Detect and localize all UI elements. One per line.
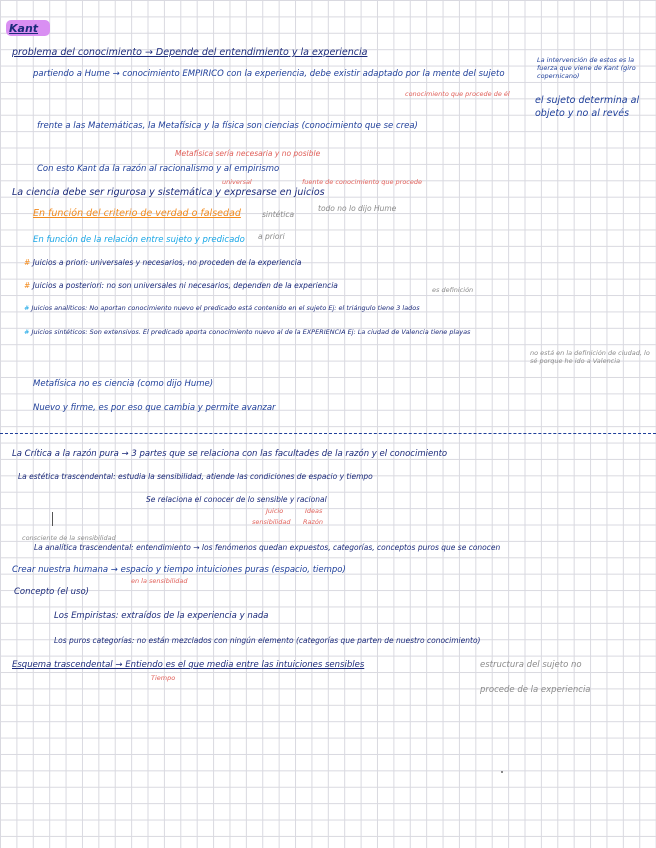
annotation: Ideas [305,507,323,515]
annotation: sintética [262,210,295,219]
note-line: partiendo a Hume → conocimiento EMPIRICO con la experiencia, debe existir adaptado por la mente del sujeto [33,69,505,79]
annotation: Razón [303,518,324,526]
annotation: Juicio [266,507,284,515]
note-line: En función del criterio de verdad o falsedad [33,208,241,219]
annotation: conocimiento que procede de él [405,90,510,98]
note-line: Con esto Kant da la razón al racionalismo y al empirismo [37,164,280,174]
annotation: a priori [258,232,285,241]
annotation: Tiempo [151,674,176,682]
note-line: # Juicios sintéticos: Son extensivos. El predicado aporta conocimiento nuevo al de la EXPERIENCIA Ej: La ciudad de Valencia tiene playas [24,328,471,336]
annotation: sensibilidad [252,518,291,526]
annotation: fuente de conocimiento que procede [302,178,422,186]
note-line: # Juicios analíticos: No aportan conocimiento nuevo el predicado está contenido en el sujeto Ej: el triángulo tiene 3 lados [24,304,420,312]
annotation: todo no lo dijo Hume [318,204,397,213]
side-note: procede de la experiencia [480,685,591,695]
margin-mark [52,512,53,526]
note-line: En función de la relación entre sujeto y predicado [33,235,245,245]
note-line: La Crítica a la razón pura → 3 partes que se relaciona con las facultades de la razón y el conocimiento [12,449,448,459]
note-line: Metafísica no es ciencia (como dijo Hume) [33,379,214,389]
note-line: La ciencia debe ser rigurosa y sistemática y expresarse en juicios [12,187,325,198]
section-divider [0,433,656,434]
side-note: el sujeto determina al objeto y no al revés [535,95,640,119]
note-line: Esquema trascendental → Entiendo es el que media entre las intuiciones sensibles [12,660,365,670]
annotation: en la sensibilidad [131,577,188,585]
note-line: La analítica trascendental: entendimiento → los fenómenos quedan expuestos, categorías, conceptos puros que se conocen [34,543,501,552]
note-line: Los puros categorías: no están mezclados con ningún elemento (categorías que parten de nuestro conocimiento) [54,636,481,645]
annotation: consciente de la sensibilidad [22,534,116,542]
note-line: Crear nuestra humana → espacio y tiempo intuiciones puras (espacio, tiempo) [12,565,346,575]
ink-dot [501,771,503,773]
note-line: Nuevo y firme, es por eso que cambia y permite avanzar [33,403,276,413]
annotation: es definición [432,286,474,294]
annotation: Metafísica sería necesaria y no posible [175,149,321,158]
note-line: # Juicios a priori: universales y necesarios, no proceden de la experiencia [24,258,302,267]
annotation: universal [222,178,252,186]
note-line: Concepto (el uso) [14,587,89,597]
note-line: La estética trascendental: estudia la sensibilidad, atiende las condiciones de espacio y tiempo [18,472,373,481]
note-line: Los Empiristas: extraídos de la experiencia y nada [54,611,269,621]
side-note: estructura del sujeto no [480,660,582,670]
annotation: no está en la definición de ciudad, lo sé porque he ido a Valencia [530,349,650,366]
note-line: Se relaciona el conocer de lo sensible y racional [146,495,327,504]
note-line: problema del conocimiento → Depende del entendimiento y la experiencia [12,47,368,58]
page-title: Kant [9,22,39,35]
note-line: # Juicios a posteriori: no son universales ni necesarios, dependen de la experiencia [24,281,338,290]
side-note: La intervención de estos es la fuerza que viene de Kant (giro copernicano) [537,56,636,80]
note-line: frente a las Matemáticas, la Metafísica y la física son ciencias (conocimiento que se crea) [37,121,418,131]
